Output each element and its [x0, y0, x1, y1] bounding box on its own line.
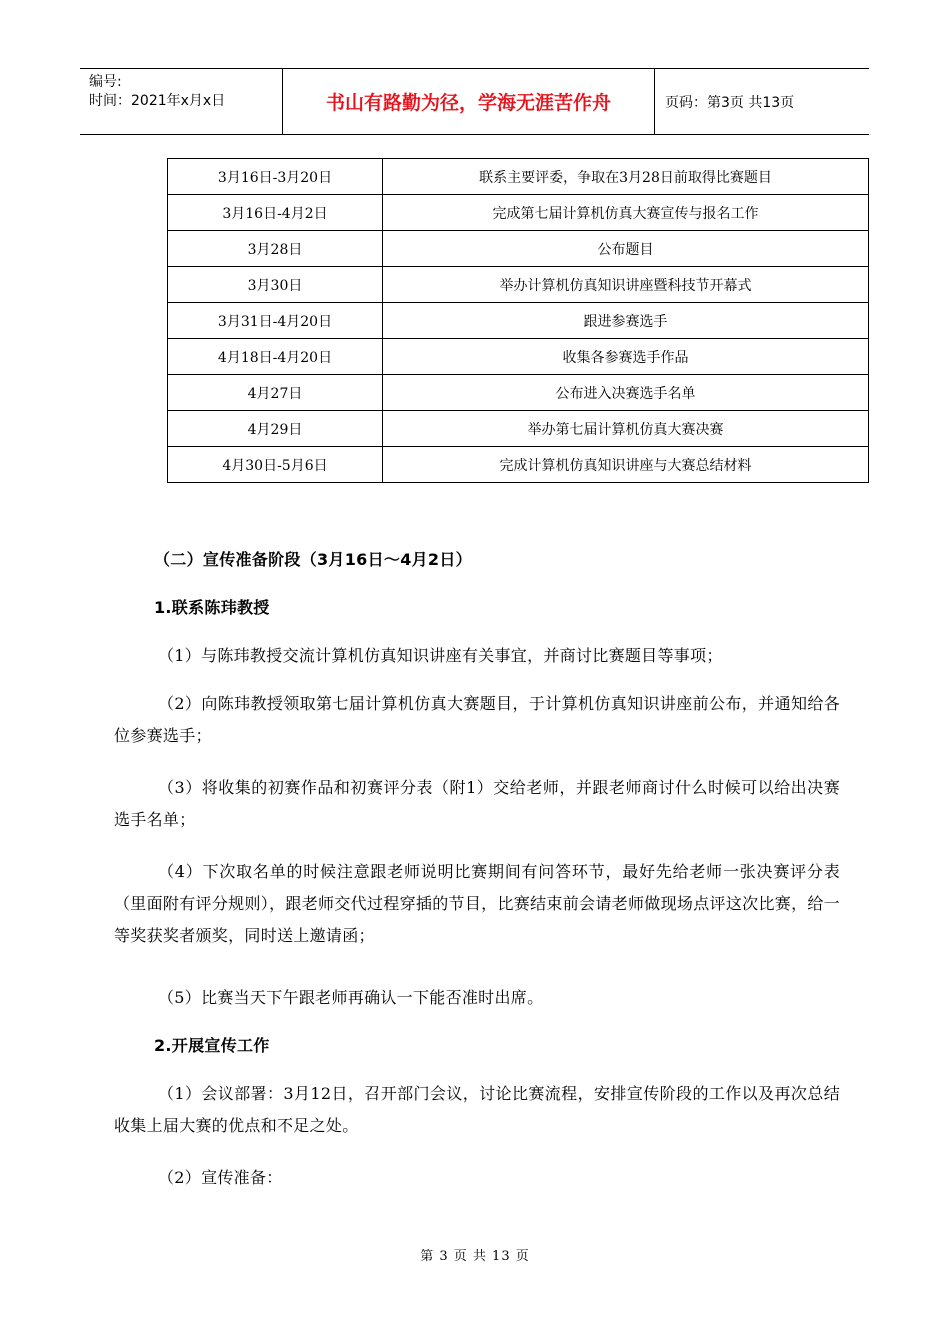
schedule-date: 3月16日-3月20日 — [168, 159, 383, 195]
table-row — [168, 339, 869, 375]
table-row — [168, 231, 869, 267]
schedule-date: 3月28日 — [168, 231, 383, 267]
schedule-date: 3月31日-4月20日 — [168, 303, 383, 339]
subsection-title-2: 2.开展宣传工作 — [154, 1036, 270, 1055]
time-label: 时间：2021年x月x日 — [89, 93, 226, 109]
schedule-date: 4月18日-4月20日 — [168, 339, 383, 375]
number-label: 编号: — [89, 74, 122, 90]
schedule-task: 跟进参赛选手 — [383, 303, 869, 339]
paragraph-5: （5）比赛当天下午跟老师再确认一下能否准时出席。 — [158, 988, 544, 1007]
page-footer: 第 3 页 共 13 页 — [420, 1249, 530, 1264]
schedule-date: 4月27日 — [168, 375, 383, 411]
schedule-task: 公布进入决赛选手名单 — [383, 375, 869, 411]
schedule-task: 收集各参赛选手作品 — [383, 339, 869, 375]
subsection-title-1: 1.联系陈玮教授 — [154, 598, 270, 617]
paragraph-7: （2）宣传准备： — [158, 1168, 283, 1187]
schedule-task: 完成第七届计算机仿真大赛宣传与报名工作 — [383, 195, 869, 231]
schedule-table — [167, 158, 869, 483]
page-header — [80, 68, 869, 135]
paragraph-2: （2）向陈玮教授领取第七届计算机仿真大赛题目，于计算机仿真知识讲座前公布，并通知给各位参赛选手； — [114, 694, 840, 745]
schedule-task: 举办第七届计算机仿真大赛决赛 — [383, 411, 869, 447]
schedule-date: 4月30日-5月6日 — [168, 447, 383, 483]
table-row — [168, 159, 869, 195]
header-page-label: 页码：第3页 共13页 — [665, 94, 795, 111]
paragraph-6: （1）会议部署：3月12日，召开部门会议，讨论比赛流程，安排宣传阶段的工作以及再次总结收集上届大赛的优点和不足之处。 — [114, 1084, 840, 1135]
paragraph-4: （4）下次取名单的时候注意跟老师说明比赛期间有问答环节，最好先给老师一张决赛评分表（里面附有评分规则），跟老师交代过程穿插的节目，比赛结束前会请老师做现场点评这次比赛，给一等奖获奖者颁奖，同时送上邀请函； — [114, 862, 840, 945]
schedule-task: 完成计算机仿真知识讲座与大赛总结材料 — [383, 447, 869, 483]
paragraph-1: （1）与陈玮教授交流计算机仿真知识讲座有关事宜，并商讨比赛题目等事项； — [158, 646, 723, 665]
header-motto: 书山有路勤为径，学海无涯苦作舟 — [283, 69, 655, 134]
section-title: （二）宣传准备阶段（3月16日～4月2日） — [154, 550, 472, 569]
header-meta — [80, 69, 283, 134]
schedule-task: 联系主要评委，争取在3月28日前取得比赛题目 — [383, 159, 869, 195]
schedule-task: 公布题目 — [383, 231, 869, 267]
schedule-task: 举办计算机仿真知识讲座暨科技节开幕式 — [383, 267, 869, 303]
table-row — [168, 375, 869, 411]
schedule-date: 3月16日-4月2日 — [168, 195, 383, 231]
paragraph-3: （3）将收集的初赛作品和初赛评分表（附1）交给老师，并跟老师商讨什么时候可以给出决赛选手名单； — [114, 778, 840, 829]
table-row — [168, 447, 869, 483]
table-row — [168, 267, 869, 303]
table-row — [168, 411, 869, 447]
schedule-date: 3月30日 — [168, 267, 383, 303]
table-row — [168, 303, 869, 339]
schedule-date: 4月29日 — [168, 411, 383, 447]
table-row — [168, 195, 869, 231]
